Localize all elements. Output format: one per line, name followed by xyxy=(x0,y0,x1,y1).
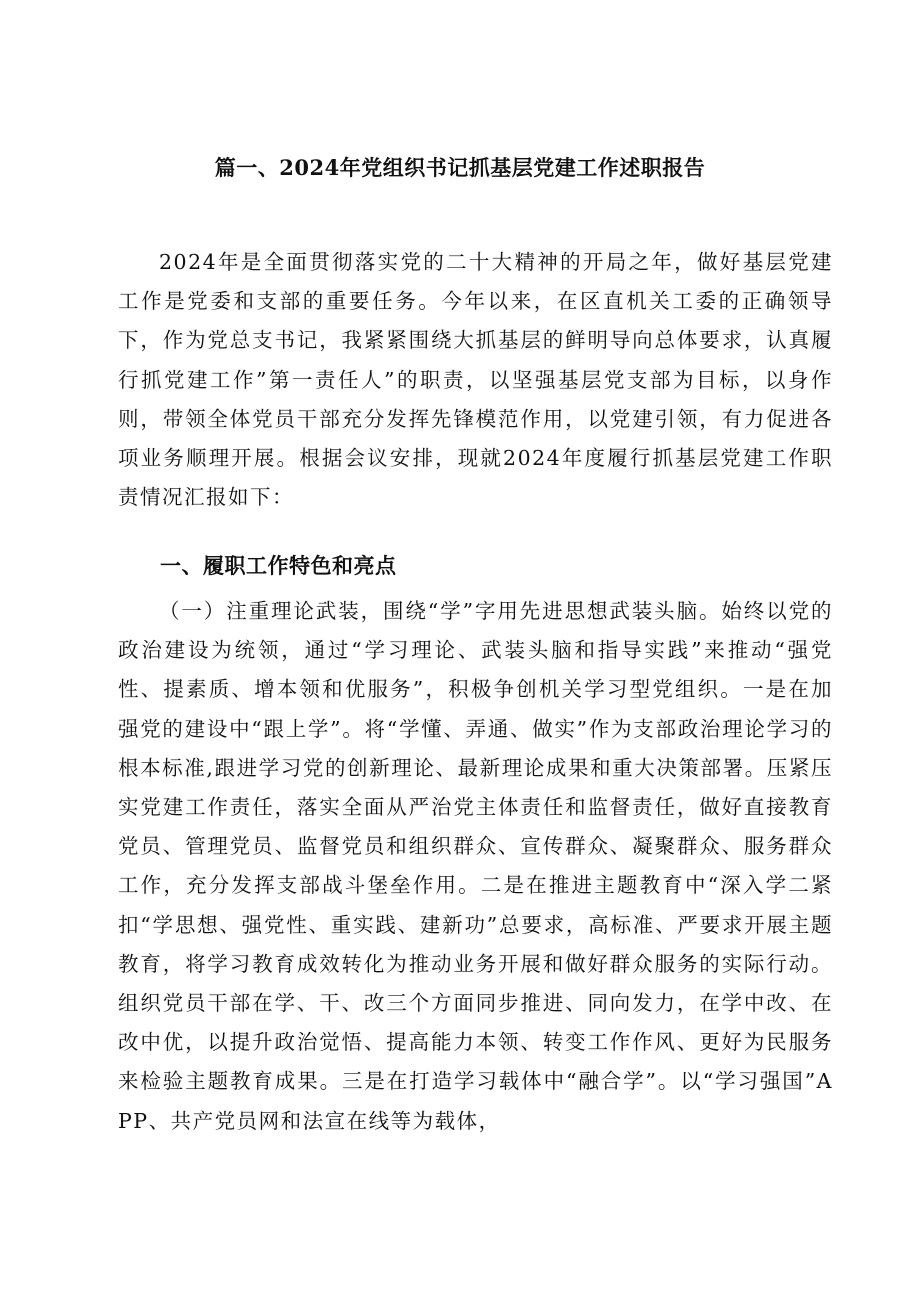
intro-paragraph: 2024年是全面贯彻落实党的二十大精神的开局之年，做好基层党建工作是党委和支部的重要任务。今年以来，在区直机关工委的正确领导下，作为党总支书记，我紧紧围绕大抓基层的鲜明导向总体要求，认真履行抓党建工作”第一责任人”的职责，以坚强基层党支部为目标，以身作则，带领全体党员干部充分发挥先锋模范作用，以党建引领，有力促进各项业务顺理开展。根据会议安排，现就2024年度履行抓基层党建工作职责情况汇报如下： xyxy=(118,250,833,510)
section-paragraph: （一）注重理论武装，围绕“学”字用先进思想武装头脑。始终以党的政治建设为统领，通过“学习理论、武装头脑和指导实践”来推动“强党性、提素质、增本领和优服务”，积极争创机关学习型党组织。一是在加强党的建设中“跟上学”。将“学懂、弄通、做实”作为支部政治理论学习的根本标准,跟进学习党的创新理论、最新理论成果和重大决策部署。压紧压实党建工作责任，落实全面从严治党主体责任和监督责任，做好直接教育党员、管理党员、监督党员和组织群众、宣传群众、凝聚群众、服务群众工作，充分发挥支部战斗堡垒作用。二是在推进主题教育中“深入学二紧扣“学思想、强党性、重实践、建新功”总要求，高标准、严要求开展主题教育，将学习教育成效转化为推动业务开展和做好群众服务的实际行动。组织党员干部在学、干、改三个方面同步推进、同向发力，在学中改、在改中优，以提升政治觉悟、提高能力本领、转变工作作风、更好为民服务来检验主题教育成果。三是在打造学习载体中“融合学”。以“学习强国”APP、共产党员网和法宣在线等为载体， xyxy=(118,599,833,1133)
section-heading: 一、履职工作特色和亮点 xyxy=(160,554,397,578)
document-title: 篇一、2024年党组织书记抓基层党建工作述职报告 xyxy=(214,155,706,180)
